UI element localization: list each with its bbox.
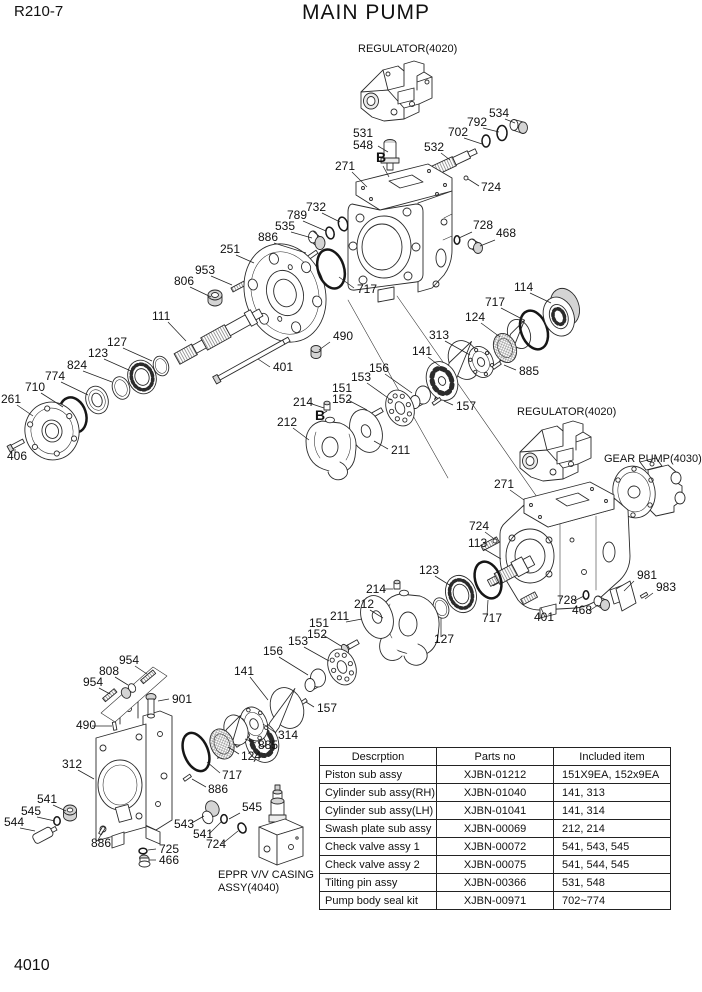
part-label-885: 885 [258, 738, 279, 752]
part-label-717: 717 [482, 611, 503, 625]
part-label-314: 314 [278, 728, 299, 742]
coupling-114 [536, 284, 587, 340]
page-number: 4010 [14, 957, 50, 974]
leader-line [78, 770, 94, 779]
leader-line [115, 677, 128, 685]
leader-line [501, 308, 524, 320]
leader-line [17, 405, 33, 416]
oring-728 [454, 236, 460, 244]
plate-981 [616, 581, 636, 611]
table-header-cell: Descrption [320, 748, 437, 766]
plug-534 [510, 120, 528, 134]
part-label-808: 808 [99, 664, 120, 678]
leader-line [510, 490, 524, 500]
table-cell: Piston sub assy [320, 766, 437, 784]
part-label-774: 774 [45, 369, 66, 383]
part-label-214: 214 [293, 395, 314, 409]
part-label-114: 114 [514, 280, 534, 294]
caption-gear-pump-4030-: GEAR PUMP(4030) [604, 453, 702, 465]
part-label-141: 141 [234, 664, 255, 678]
bushing-124-a [489, 316, 535, 366]
leader-line [468, 179, 479, 186]
leader-line [367, 383, 391, 400]
caption-eppr-v-v-casing: EPPR V/V CASING [218, 869, 314, 881]
part-label-983: 983 [656, 580, 677, 594]
part-label-886: 886 [258, 230, 279, 244]
table-cell: 531, 548 [554, 874, 671, 892]
retainer-plate-153-r [323, 645, 362, 689]
part-label-717: 717 [222, 768, 243, 782]
part-label-490: 490 [76, 718, 97, 732]
part-label-728: 728 [473, 218, 494, 232]
leader-line [484, 549, 501, 559]
pump-body-2 [481, 482, 630, 618]
part-label-901: 901 [172, 692, 193, 706]
leader-line [104, 359, 131, 371]
part-label-545: 545 [21, 804, 42, 818]
part-label-153: 153 [351, 370, 372, 384]
table-cell: XJBN-01041 [437, 802, 554, 820]
part-label-212: 212 [354, 597, 375, 611]
part-label-113: 113 [468, 536, 488, 550]
part-label-123: 123 [88, 346, 109, 360]
table-row [320, 802, 671, 820]
leader-line [190, 287, 211, 297]
table-cell: XJBN-00366 [437, 874, 554, 892]
model-code: R210-7 [14, 3, 64, 20]
table-cell: Check valve assy 2 [320, 856, 437, 874]
leader-line [123, 348, 152, 361]
part-label-468: 468 [496, 226, 517, 240]
caption-assy-4040-: ASSY(4040) [218, 882, 280, 894]
leader-line [229, 813, 240, 819]
leader-line [207, 762, 220, 773]
leader-line [444, 401, 453, 405]
part-label-141: 141 [412, 344, 433, 358]
part-label-111: 111 [152, 309, 171, 323]
part-label-724: 724 [469, 519, 490, 533]
part-label-981: 981 [637, 568, 658, 582]
part-label-271: 271 [335, 159, 356, 173]
table-cell: Cylinder sub assy(RH) [320, 784, 437, 802]
part-label-127: 127 [434, 632, 455, 646]
part-label-212: 212 [277, 415, 298, 429]
part-label-b: B [376, 149, 387, 165]
leader-line [480, 240, 495, 246]
part-label-544: 544 [4, 815, 25, 829]
part-label-954: 954 [119, 653, 140, 667]
part-label-725: 725 [159, 842, 180, 856]
part-label-151: 151 [332, 381, 353, 395]
table-cell: 541, 543, 545 [554, 838, 671, 856]
part-label-724: 724 [481, 180, 502, 194]
table-cell: Check valve assy 1 [320, 838, 437, 856]
table-cell: Cylinder sub assy(LH) [320, 802, 437, 820]
leader-line [441, 153, 450, 160]
leader-line [135, 666, 147, 674]
leader-line [83, 371, 112, 382]
part-label-490: 490 [333, 329, 354, 343]
leader-line [303, 221, 326, 231]
part-label-954: 954 [83, 675, 104, 689]
leader-line [304, 647, 329, 661]
regulator-top [361, 61, 432, 121]
eppr-valve-block [259, 785, 303, 865]
table-row [320, 874, 671, 892]
part-label-271: 271 [494, 477, 515, 491]
part-label-541: 541 [193, 827, 214, 841]
part-label-885: 885 [519, 364, 540, 378]
part-label-728: 728 [557, 593, 578, 607]
table-cell: XJBN-00075 [437, 856, 554, 874]
table-cell: XJBN-00072 [437, 838, 554, 856]
oring-732 [337, 216, 349, 232]
leader-line [61, 382, 88, 395]
part-label-710: 710 [25, 380, 46, 394]
part-label-214: 214 [366, 582, 387, 596]
table-cell: Swash plate sub assy [320, 820, 437, 838]
part-label-401: 401 [534, 610, 555, 624]
regulator-right [520, 421, 591, 481]
table-row [320, 838, 671, 856]
pin-886-b [183, 774, 191, 781]
part-label-717: 717 [485, 295, 506, 309]
part-label-156: 156 [369, 361, 390, 375]
table-row [320, 766, 671, 784]
leader-line [192, 779, 206, 787]
table-header-cell: Parts no [437, 748, 554, 766]
part-label-123: 123 [419, 563, 440, 577]
table-cell: XJBN-01212 [437, 766, 554, 784]
part-label-157: 157 [456, 399, 477, 413]
table-cell: XJBN-00069 [437, 820, 554, 838]
leader-line [504, 365, 516, 370]
part-label-702: 702 [448, 125, 469, 139]
table-cell: 541, 544, 545 [554, 856, 671, 874]
oring-702 [482, 135, 490, 147]
part-label-532: 532 [424, 140, 445, 154]
swash-plate-212-a [306, 417, 356, 480]
table-cell: 212, 214 [554, 820, 671, 838]
part-label-251: 251 [220, 242, 241, 256]
leader-line [322, 213, 340, 222]
table-row [320, 784, 671, 802]
part-label-261: 261 [1, 392, 22, 406]
leader-line [481, 323, 500, 337]
leader-line [211, 276, 232, 285]
part-label-732: 732 [306, 200, 327, 214]
caption-regulator-4020-: REGULATOR(4020) [358, 43, 458, 55]
table-row [320, 856, 671, 874]
table-row [320, 892, 671, 910]
leader-line [319, 342, 330, 350]
part-label-535: 535 [275, 219, 296, 233]
part-label-717: 717 [357, 282, 378, 296]
table-cell: XJBN-00971 [437, 892, 554, 910]
plug-725-466 [139, 848, 150, 867]
table-row [320, 820, 671, 838]
part-label-953: 953 [195, 263, 216, 277]
leader-line [168, 322, 186, 341]
part-label-534: 534 [489, 106, 510, 120]
drive-shaft-111 [173, 306, 264, 366]
part-label-152: 152 [307, 627, 328, 641]
valve-block-312 [96, 700, 172, 848]
pin-157-a [432, 398, 441, 406]
part-label-886: 886 [91, 836, 112, 850]
oring-792 [497, 126, 507, 141]
nut-490 [311, 346, 321, 359]
table-cell: 141, 313 [554, 784, 671, 802]
part-label-541: 541 [37, 792, 58, 806]
part-label-211: 211 [330, 609, 350, 623]
leader-line [250, 677, 268, 700]
table-header-cell: Included item [554, 748, 671, 766]
leader-line [258, 359, 270, 367]
table-cell: 151X9EA, 152x9EA [554, 766, 671, 784]
part-label-789: 789 [287, 208, 308, 222]
ring-789 [325, 226, 336, 240]
plug-535 [309, 231, 326, 250]
part-label-124: 124 [465, 310, 486, 324]
leader-line [459, 232, 472, 238]
caption-regulator-4020-: REGULATOR(4020) [517, 406, 617, 418]
page-title: MAIN PUMP [301, 1, 430, 24]
part-label-406: 406 [7, 449, 28, 463]
part-label-124: 124 [241, 749, 262, 763]
leader-line [279, 657, 308, 675]
table-cell: Tilting pin assy [320, 874, 437, 892]
part-label-312: 312 [62, 757, 83, 771]
part-label-724: 724 [206, 837, 227, 851]
leader-line [158, 699, 169, 701]
part-label-152: 152 [332, 392, 353, 406]
part-label-543: 543 [174, 817, 195, 831]
part-label-313: 313 [429, 328, 450, 342]
nut-806 [208, 290, 222, 306]
part-label-824: 824 [67, 358, 88, 372]
part-label-806: 806 [174, 274, 195, 288]
ball-guide-156-r [305, 669, 326, 692]
table-cell: XJBN-01040 [437, 784, 554, 802]
leader-line [530, 293, 551, 303]
ball-214-r [394, 580, 400, 589]
leader-line [306, 702, 314, 707]
part-label-468: 468 [572, 603, 593, 617]
part-label-b: B [315, 407, 326, 423]
oring-717-c [177, 729, 214, 775]
part-label-157: 157 [317, 701, 338, 715]
part-label-531: 531 [353, 126, 374, 140]
part-label-127: 127 [107, 335, 128, 349]
part-label-466: 466 [159, 853, 180, 867]
part-label-151: 151 [309, 616, 330, 630]
part-label-156: 156 [263, 644, 284, 658]
part-label-211: 211 [391, 443, 411, 457]
part-label-401: 401 [273, 360, 294, 374]
plug-468-r [594, 596, 610, 611]
part-label-548: 548 [353, 138, 374, 152]
retainer-plate-153-a [381, 386, 420, 430]
table-cell: 141, 314 [554, 802, 671, 820]
leader-line [148, 849, 156, 850]
part-label-792: 792 [467, 115, 488, 129]
part-label-153: 153 [288, 634, 309, 648]
part-label-545: 545 [242, 800, 263, 814]
pin-490-b [112, 722, 117, 730]
parts-table [319, 747, 671, 910]
table-cell: Pump body seal kit [320, 892, 437, 910]
pin-724 [464, 176, 468, 180]
table-cell: 702~774 [554, 892, 671, 910]
seal-cover-261 [20, 397, 85, 465]
part-label-886: 886 [208, 782, 229, 796]
